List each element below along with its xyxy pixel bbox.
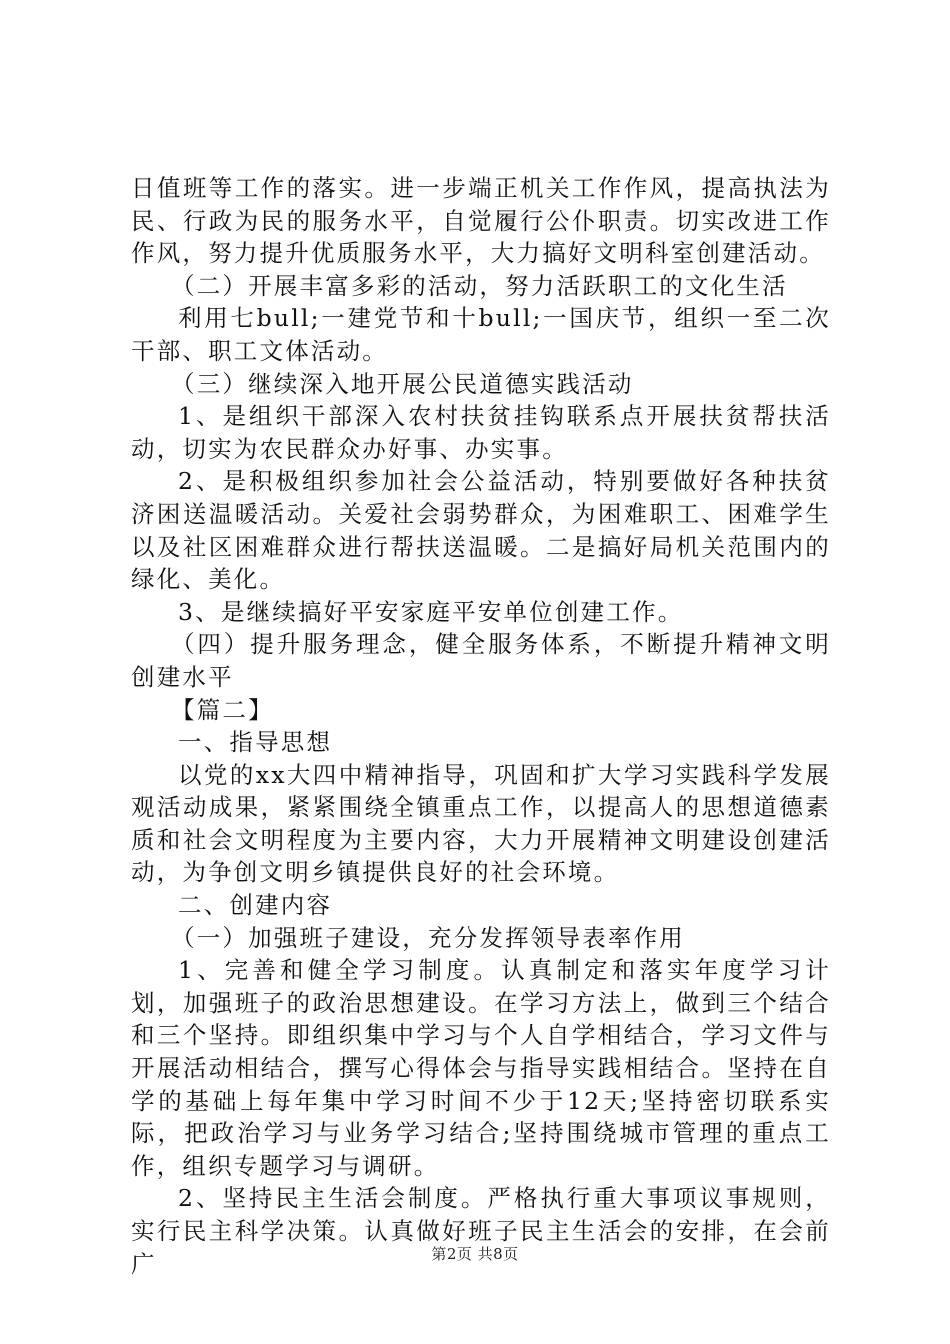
page-number-footer: 第2页 共8页 xyxy=(431,1245,519,1263)
section-heading-4: （四）提升服务理念，健全服务体系，不断提升精神文明创建水平 xyxy=(131,630,831,691)
section-heading-1: （一）加强班子建设，充分发挥领导表率作用 xyxy=(171,923,685,952)
section-heading-3: （三）继续深入地开展公民道德实践活动 xyxy=(171,369,634,398)
section-heading-2: （二）开展丰富多彩的活动，努力活跃职工的文化生活 xyxy=(171,271,788,300)
heading-creation-content: 二、创建内容 xyxy=(178,891,333,920)
list-item-2: 2、是积极组织参加社会公益活动，特别要做好各种扶贫济困送温暖活动。关爱社会弱势群众，为困难职工、困难学生以及社区困难群众进行帮扶送温暖。二是搞好局机关范围内的绿化、美化。 xyxy=(131,467,831,594)
paragraph-activities: 利用七bull;一建党节和十bull;一国庆节，组织一至二次干部、职工文体活动。 xyxy=(131,304,831,365)
document-body xyxy=(131,172,831,1280)
paragraph-study-system: 1、完善和健全学习制度。认真制定和落实年度学习计划，加强班子的政治思想建设。在学习方法上，做到三个结合和三个坚持。即组织集中学习与个人自学相结合，学习文件与开展活动相结合，撰写心得体会与指导实践相结合。坚持在自学的基础上每年集中学习时间不少于12天;坚持密切联系实际，把政治学习与业务学习结合;坚持围绕城市管理的重点工作，组织专题学习与调研。 xyxy=(131,956,831,1180)
heading-guiding-thought: 一、指导思想 xyxy=(178,728,333,757)
list-item-1: 1、是组织干部深入农村扶贫挂钩联系点开展扶贫帮扶活动，切实为农民群众办好事、办实事。 xyxy=(131,402,831,463)
list-item-3: 3、是继续搞好平安家庭平安单位创建工作。 xyxy=(178,597,684,626)
paragraph-guiding-thought: 以党的xx大四中精神指导，巩固和扩大学习实践科学发展观活动成果，紧紧围绕全镇重点工作，以提高人的思想道德素质和社会文明程度为主要内容，大力开展精神文明建设创建活动，为争创文明乡镇提供良好的社会环境。 xyxy=(131,760,831,887)
paragraph-democratic-life: 2、坚持民主生活会制度。严格执行重大事项议事规则，实行民主科学决策。认真做好班子民主生活会的安排，在会前广 xyxy=(131,1184,831,1278)
paragraph-continuation: 日值班等工作的落实。进一步端正机关工作作风，提高执法为民、行政为民的服务水平，自觉履行公仆职责。切实改进工作作风，努力提升优质服务水平，大力搞好文明科室创建活动。 xyxy=(131,174,831,268)
part-heading: 【篇二】 xyxy=(171,695,274,724)
